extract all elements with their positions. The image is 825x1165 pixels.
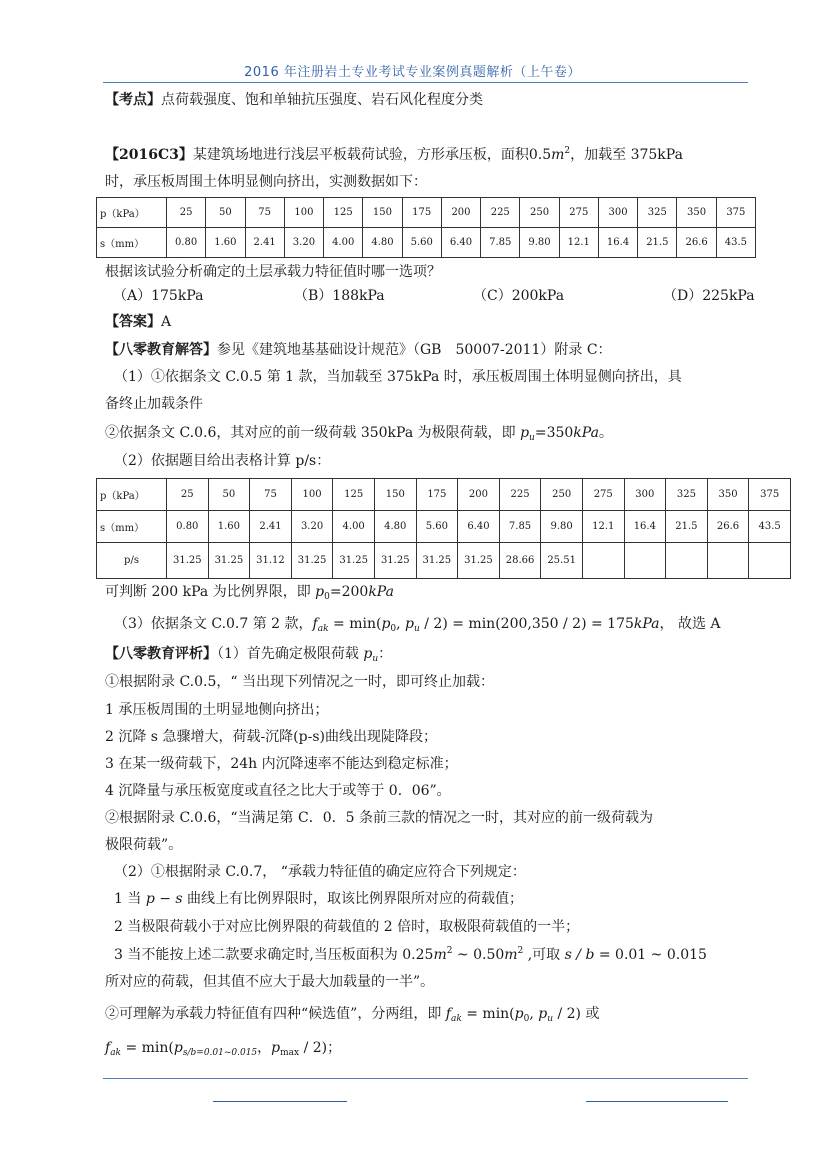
table-cell: 200	[458, 479, 500, 511]
math-unit: kPa	[573, 425, 599, 441]
math-var: p − s	[145, 891, 183, 907]
math-var: p	[514, 1006, 524, 1022]
math-exp: 2	[517, 946, 524, 956]
answer-line	[105, 312, 755, 332]
table-cell: 225	[499, 479, 541, 511]
footer-link-underline[interactable]	[213, 1101, 347, 1102]
table-cell: 325	[666, 479, 708, 511]
table-cell: 50	[206, 198, 245, 228]
table-cell: 350	[707, 479, 749, 511]
math-var: f	[105, 1040, 111, 1056]
table-row	[97, 198, 756, 228]
table-cell: 25	[167, 198, 206, 228]
analysis-text: ②可理解为承载力特征值有四种“候选值”，分两组，即	[105, 1006, 446, 1022]
math-exp: 2	[446, 946, 453, 956]
math-var: f	[445, 1006, 451, 1022]
answer-options	[0, 285, 825, 305]
math-unit: kPa	[368, 584, 394, 600]
math-unit: m	[504, 947, 518, 963]
table-cell: 7.85	[481, 228, 520, 258]
analysis-label: 【八零教育评析】	[105, 646, 217, 662]
table-cell: 16.4	[598, 228, 637, 258]
math-text: = min(	[328, 616, 382, 632]
solution-intro: 参见《建筑地基基础设计规范》（GB 50007-2011）附录 C：	[217, 342, 612, 358]
table-cell: 0.80	[167, 511, 209, 543]
table-cell: 5.60	[402, 228, 441, 258]
table-cell: 6.40	[441, 228, 480, 258]
table-cell: 375	[749, 479, 791, 511]
table-cell: 6.40	[458, 511, 500, 543]
table-cell: 43.5	[716, 228, 755, 258]
kaodian-label: 【考点】	[105, 92, 161, 108]
table-cell	[624, 543, 666, 579]
table-cell: 31.25	[167, 543, 209, 579]
table-cell: 175	[416, 479, 458, 511]
answer-label: 【答案】	[105, 314, 161, 330]
analysis-text: / 2)；	[299, 1040, 342, 1056]
table-cell: 21.5	[638, 228, 677, 258]
math-sub: ak	[317, 624, 329, 634]
table-cell: 300	[624, 479, 666, 511]
solution-step1-line1: （1）①依据条文 C.0.5 第 1 款，当加载至 375kPa 时，承压板周围土体明显侧向挤出，具	[114, 369, 682, 385]
math-var: p	[538, 1006, 548, 1022]
table-cell: 150	[363, 198, 402, 228]
analysis-text: ：	[378, 646, 393, 662]
table-cell: 275	[559, 198, 598, 228]
table-cell: 21.5	[666, 511, 708, 543]
solution-text: （3）依据条文 C.0.7 第 2 款，	[114, 616, 313, 632]
solution-text: ②依据条文 C.0.6，其对应的前一级荷载 350kPa 为极限荷载，即	[105, 425, 521, 441]
math-sub: s/b=0.01~0.015	[182, 1048, 258, 1058]
table-cell	[749, 543, 791, 579]
solution-label: 【八零教育解答】	[105, 342, 217, 358]
solution-step3	[114, 614, 764, 634]
row-header-cell: p/s	[97, 543, 167, 579]
math-var: p	[363, 646, 373, 662]
question-text: ，加载至 375kPa	[570, 147, 683, 163]
footer-link-underline[interactable]	[586, 1101, 728, 1102]
math-value: =200	[329, 584, 369, 600]
question-text: 某建筑场地进行浅层平板载荷试验，方形承压板，面积	[192, 147, 529, 163]
math-var: p	[271, 1040, 281, 1056]
question-line-3: 根据该试验分析确定的土层承载力特征值时哪一选项？	[105, 264, 441, 280]
analysis-line-7: ②根据附录 C.0.6，“当满足第 C．0．5 条前三款的情况之一时，其对应的前一级荷载为	[105, 810, 653, 826]
table-cell: 9.80	[520, 228, 559, 258]
table-cell: 1.60	[208, 511, 250, 543]
table-cell: 26.6	[707, 511, 749, 543]
table-cell: 100	[284, 198, 323, 228]
table-cell: 250	[541, 479, 583, 511]
table-cell	[666, 543, 708, 579]
analysis-line-12	[114, 945, 764, 965]
table-cell: 31.25	[458, 543, 500, 579]
analysis-text: （1）首先确定极限荷载	[217, 646, 364, 662]
analysis-line-15	[105, 1038, 755, 1058]
math-sub: u	[529, 433, 535, 443]
math-text: ，	[257, 1040, 272, 1056]
table-cell: 2.41	[250, 511, 292, 543]
question-line-1	[105, 145, 755, 165]
table-cell: 125	[324, 198, 363, 228]
table-cell: 300	[598, 198, 637, 228]
table-cell: 31.25	[374, 543, 416, 579]
table-cell: 1.60	[206, 228, 245, 258]
analysis-line-3: 1 承压板周围的土明显地侧向挤出；	[105, 702, 329, 718]
table-cell: 50	[208, 479, 250, 511]
analysis-line-8: 极限荷载”。	[105, 837, 183, 853]
table-cell: 250	[520, 198, 559, 228]
table-cell: 31.25	[291, 543, 333, 579]
option-a: （A）175kPa	[113, 288, 204, 304]
analysis-line-2: ①根据附录 C.0.5，“ 当出现下列情况之一时，即可终止加载：	[105, 674, 494, 690]
table-cell: 225	[481, 198, 520, 228]
math-sub: ak	[450, 1014, 462, 1024]
question-tag: 【2016C3】	[105, 147, 193, 163]
table-cell: 31.25	[333, 543, 375, 579]
analysis-line-14	[105, 1004, 755, 1024]
table-cell: 325	[638, 198, 677, 228]
table-cell: 350	[677, 198, 716, 228]
solution-text: 可判断 200 kPa 为比例界限，即	[105, 584, 316, 600]
table-cell: 4.80	[374, 511, 416, 543]
solution-step2: （2）依据题目给出表格计算 p/s：	[114, 453, 331, 469]
footer-divider	[103, 1078, 748, 1079]
math-sub: max	[280, 1048, 300, 1058]
table-cell: 375	[716, 198, 755, 228]
page-header-title: 2016 年注册岩土专业考试专业案例真题解析（上午卷）	[244, 65, 581, 80]
table-cell	[582, 543, 624, 579]
math-sub: u	[547, 1014, 554, 1024]
table-cell: 5.60	[416, 511, 458, 543]
math-var: p	[315, 584, 325, 600]
table-cell: 125	[333, 479, 375, 511]
row-header-cell: s（mm）	[97, 228, 167, 258]
math-text: = min(	[121, 1040, 174, 1056]
row-header-cell: p（kPa）	[97, 479, 167, 511]
math-var: p	[173, 1040, 183, 1056]
analysis-line-13: 所对应的荷载，但其值不应大于最大加载量的一半”。	[105, 974, 435, 990]
math-text: = 0.01 ~ 0.015	[594, 947, 707, 963]
table-cell: 3.20	[291, 511, 333, 543]
table-row	[97, 511, 791, 543]
solution-text: 。	[598, 425, 613, 441]
table-cell: 4.00	[333, 511, 375, 543]
table-cell: 12.1	[582, 511, 624, 543]
math-sub: 0	[523, 1014, 530, 1024]
header-divider	[103, 82, 748, 83]
table-cell: 25	[167, 479, 209, 511]
row-header-cell: p（kPa）	[97, 198, 167, 228]
math-text: / 2) = min(200,350 / 2) = 175	[419, 616, 634, 632]
table-cell	[707, 543, 749, 579]
analysis-line-6: 4 沉降量与承压板宽度或直径之比大于或等于 0．06”。	[105, 783, 451, 799]
math-var: s / b	[564, 947, 595, 963]
math-sub: 0	[390, 624, 397, 634]
math-var: f	[312, 616, 318, 632]
question-line-2: 时，承压板周围土体明显侧向挤出，实测数据如下：	[105, 174, 427, 190]
table-row	[97, 228, 756, 258]
solution-step2-conclusion	[105, 582, 755, 602]
plate-area: 0.5	[528, 147, 552, 163]
solution-step1-line2: 备终止加载条件	[105, 396, 203, 412]
table-cell: 31.25	[416, 543, 458, 579]
area-unit: m	[551, 147, 565, 163]
table-row	[97, 543, 791, 579]
math-value: =350	[534, 425, 574, 441]
option-c: （C）200kPa	[473, 288, 565, 304]
analysis-line-9: （2）①根据附录 C.0.7， “承载力特征值的确定应符合下列规定：	[114, 864, 526, 880]
analysis-line-5: 3 在某一级荷载下，24h 内沉降速率不能达到稳定标准；	[105, 756, 458, 772]
analysis-text: ,可取	[523, 947, 565, 963]
table-cell: 16.4	[624, 511, 666, 543]
analysis-line-10	[114, 889, 764, 909]
table-cell: 75	[245, 198, 284, 228]
math-sub: 0	[324, 592, 330, 602]
table-cell: 175	[402, 198, 441, 228]
table-cell: 31.25	[208, 543, 250, 579]
answer-value: A	[161, 314, 172, 330]
area-exponent: 2	[564, 146, 571, 156]
analysis-line-1	[105, 644, 755, 664]
table-cell: 3.20	[284, 228, 323, 258]
table-row	[97, 479, 791, 511]
math-var: p	[405, 616, 415, 632]
table-cell: 75	[250, 479, 292, 511]
row-header-cell: s（mm）	[97, 511, 167, 543]
solution-intro-line	[105, 340, 755, 360]
kaodian-text: 点荷载强度、饱和单轴抗压强度、岩石风化程度分类	[161, 92, 483, 108]
math-sub: u	[414, 624, 420, 634]
analysis-text: 3 当不能按上述二款要求确定时,当压板面积为 0.25	[114, 947, 434, 963]
table-cell: 200	[441, 198, 480, 228]
table-cell: 9.80	[541, 511, 583, 543]
ps-ratio-table	[96, 478, 791, 579]
table-cell: 150	[374, 479, 416, 511]
math-unit: kPa	[633, 616, 660, 632]
table-cell: 26.6	[677, 228, 716, 258]
table-cell: 4.00	[324, 228, 363, 258]
math-var: p	[520, 425, 530, 441]
math-sub: ak	[110, 1048, 122, 1058]
math-var: p	[381, 616, 391, 632]
option-d: （D）225kPa	[663, 288, 755, 304]
math-text: ,	[396, 616, 406, 632]
option-b: （B）188kPa	[294, 288, 385, 304]
table-cell: 275	[582, 479, 624, 511]
analysis-line-11: 2 当极限荷载小于对应比例界限的荷载值的 2 倍时，取极限荷载值的一半；	[114, 919, 580, 935]
analysis-text: 1 当	[114, 891, 146, 907]
table-cell: 100	[291, 479, 333, 511]
table-cell: 31.12	[250, 543, 292, 579]
table-cell: 4.80	[363, 228, 402, 258]
table-cell: 25.51	[541, 543, 583, 579]
math-unit: m	[433, 947, 447, 963]
table-cell: 28.66	[499, 543, 541, 579]
analysis-text: 曲线上有比例界限时，取该比例界限所对应的荷载值；	[182, 891, 524, 907]
kaodian-line	[105, 90, 755, 110]
table-cell: 43.5	[749, 511, 791, 543]
math-text: = min(	[461, 1006, 515, 1022]
math-text: ~ 0.50	[452, 947, 505, 963]
table-cell: 2.41	[245, 228, 284, 258]
table-cell: 0.80	[167, 228, 206, 258]
table-cell: 12.1	[559, 228, 598, 258]
math-sub: u	[372, 654, 379, 664]
solution-step1-line3	[105, 423, 755, 443]
table-cell: 7.85	[499, 511, 541, 543]
solution-text: ， 故选 A	[659, 616, 721, 632]
analysis-line-4: 2 沉降 s 急骤增大，荷载-沉降(p-s)曲线出现陡降段；	[105, 729, 437, 745]
math-text: ,	[529, 1006, 539, 1022]
load-settlement-table	[96, 197, 756, 258]
analysis-text: / 2) 或	[553, 1006, 600, 1022]
